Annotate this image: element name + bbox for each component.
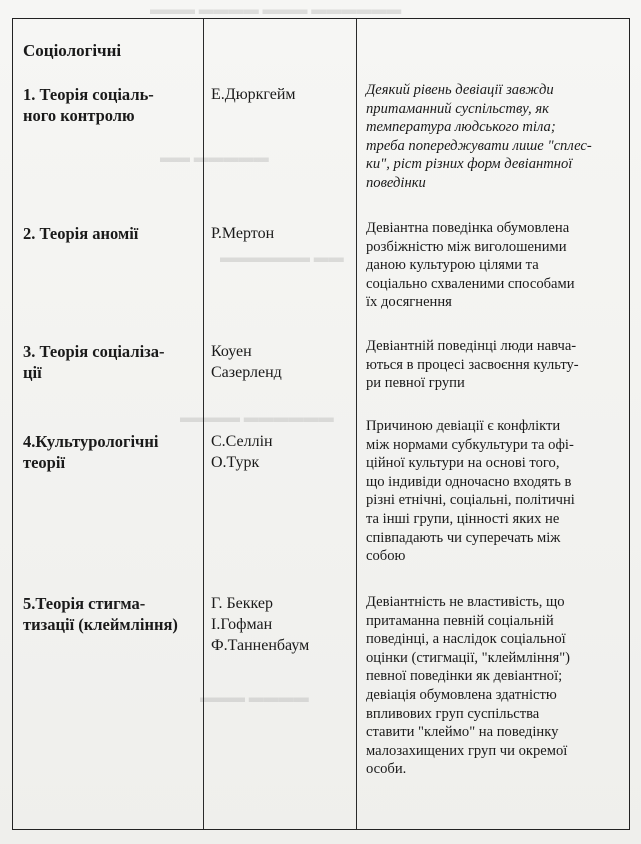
theory-author: С.Селлін О.Турк	[211, 433, 273, 471]
theory-name: 1. Теорія соціаль- ного контролю	[23, 85, 154, 125]
theory-name: 4.Культурологічні теорії	[23, 432, 159, 472]
bleed-through-text: ▬▬▬▬ ▬▬▬▬▬▬	[180, 410, 334, 426]
theory-name: 2. Теорія аномії	[23, 224, 139, 243]
theory-description: Деякий рівень девіації завжди притаманний суспільству, як температура людського тіла; треба попереджувати лише "сплес- ки", ріст різних форм девіантної поведінки	[366, 82, 592, 191]
column-divider	[356, 19, 357, 829]
theory-description: Девіантній поведінці люди навча- ються в процесі засвоєння культу- ри певної групи	[366, 338, 579, 392]
theory-name: 5.Теорія стигма- тизації (клеймління)	[23, 594, 178, 634]
theory-description: Причиною девіації є конфлікти між нормами субкультури та офі- ційної культури на основі того, що індивіди одночасно входять в різні етнічні, соціальні, політичні та інші групи, цінності яких не співпадають чи суперечать між собою	[366, 418, 575, 565]
theory-description: Девіантна поведінка обумовлена розбіжністю між виголошеними даною культурою цілями та соціально схваленими способами їх досягнення	[366, 220, 575, 311]
bleed-through-text: ▬▬▬▬▬▬ ▬▬	[220, 250, 344, 266]
bleed-through-text: ▬▬ ▬▬▬▬▬	[160, 150, 269, 166]
theory-author: Р.Мертон	[211, 225, 275, 242]
category-heading: Соціологічні	[23, 41, 122, 60]
column-divider	[203, 19, 204, 829]
bleed-through-text: ▬▬▬ ▬▬▬▬	[200, 690, 309, 706]
theory-name: 3. Теорія соціаліза- ції	[23, 342, 165, 382]
theory-author: Е.Дюркгейм	[211, 86, 296, 103]
theories-table	[12, 18, 630, 830]
theory-description: Девіантність не властивість, що притаманна певній соціальній поведінці, а наслідок соціальної оцінки (стигмації, "клеймління") певної поведінки як девіантної; девіація обумовлена здатністю впливових груп суспільства ставити "клеймо" на поведінку малозахищених груп чи окремої особи.	[366, 594, 571, 778]
bleed-through-text: ▬▬▬ ▬▬▬▬ ▬▬▬ ▬▬▬▬▬▬	[150, 2, 402, 18]
theory-author: Коуен Сазерленд	[211, 343, 282, 381]
theory-author: Г. Беккер І.Гофман Ф.Танненбаум	[211, 595, 310, 654]
